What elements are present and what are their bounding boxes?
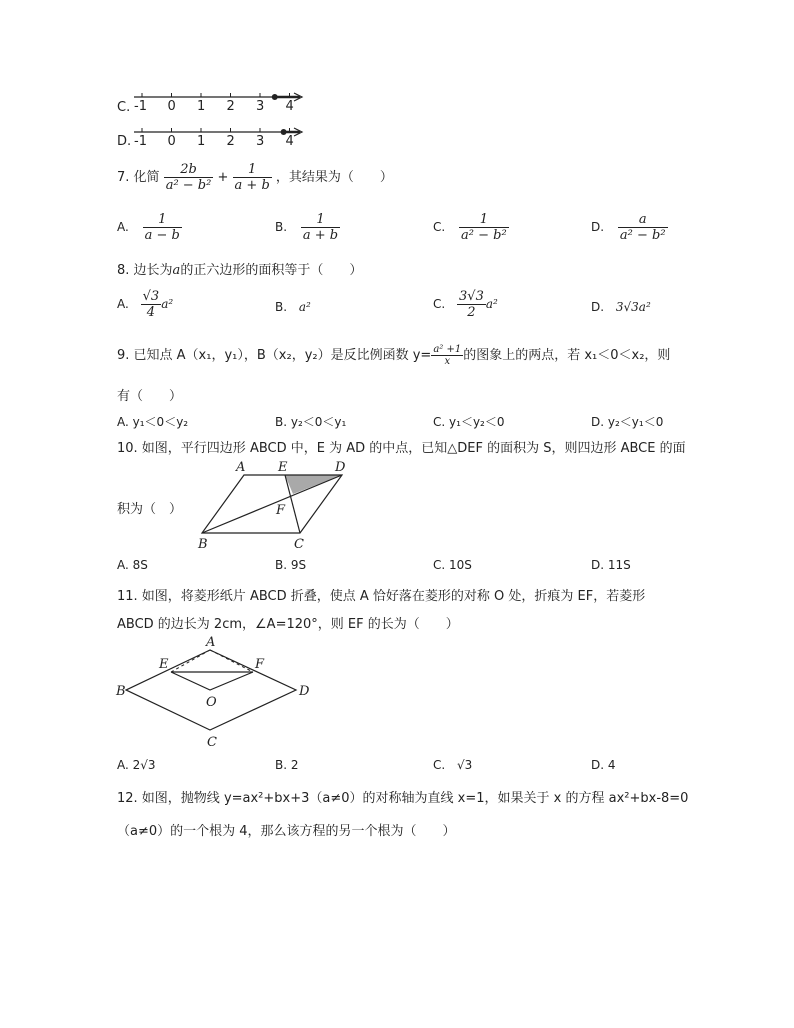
q8-option-b: B. a²	[275, 300, 311, 314]
q7-option-b: B. $\frac{1}{a + b}$	[275, 212, 339, 243]
q7-fraction-1: $\frac{2b}{\text{a² − b²}}$	[165, 162, 212, 193]
q10-option-b: B. 9S	[275, 558, 307, 572]
q11-folded-eof	[171, 672, 253, 690]
q11-option-a: A. 2√3	[117, 758, 156, 772]
numberline-tick-label-c-5: 4	[285, 99, 294, 114]
q11-label-a: A	[206, 635, 216, 650]
q11-fold-ea-dashed	[171, 650, 210, 672]
numberline-tick-label-d-2: 1	[197, 134, 206, 149]
q7-stem	[117, 162, 393, 193]
q11-option-b: B. 2	[275, 758, 299, 772]
q7-option-a: A. $\frac{1}{a - b}$	[117, 212, 180, 243]
q10-label-a: A	[236, 460, 246, 475]
q7-fraction-2: $\frac{1}{a + b}$	[234, 162, 270, 193]
q11-label-d: D	[299, 684, 310, 699]
numberline-tick-label-d-3: 2	[226, 134, 235, 149]
q10-label-e: E	[278, 460, 288, 475]
q10-label-b: B	[198, 537, 208, 552]
q9-option-a: A. y₁＜0＜y₂	[117, 415, 189, 429]
q9-stem-line1: 9. 已知点 A（x₁，y₁），B（x₂，y₂）是反比例函数 y= $\frac{\text{a² +1}}{x}$ 的图象上的两点，若 x₁＜0＜x₂，则	[117, 344, 671, 367]
numberline-tick-label-d-5: 4	[285, 134, 294, 149]
q11-label-f: F	[255, 657, 265, 672]
q10-label-c: C	[294, 537, 304, 552]
numberline-tick-label-d-1: 0	[167, 134, 176, 149]
q7-plus: +	[217, 170, 229, 185]
q7-suffix: ，其结果为（ ）	[275, 170, 393, 185]
q9-option-b: B. y₂＜0＜y₁	[275, 415, 347, 429]
q11-label-c: C	[207, 735, 217, 750]
q6-option-c-label: C.	[117, 100, 131, 115]
q10-option-a: A. 8S	[117, 558, 148, 572]
q11-stem-line1: 11. 如图，将菱形纸片 ABCD 折叠，使点 A 恰好落在菱形的对称 O 处，折痕为 EF，若菱形	[117, 589, 646, 604]
q10-option-d: D. 11S	[591, 558, 631, 572]
q10-shaded-triangle-def	[285, 475, 342, 494]
q8-option-a: A. $\frac{√3}{4}$ a²	[117, 289, 174, 320]
q7-prefix: 7. 化简	[117, 170, 160, 185]
q8-option-c: C. $\frac{3√3}{2}$ a²	[433, 289, 498, 320]
q11-label-b: B	[116, 684, 126, 699]
q10-stem-line2: 积为（ ）	[117, 502, 183, 517]
q8-stem: 8. 边长为a的正六边形的面积等于（ ）	[117, 263, 363, 278]
q11-label-o: O	[206, 695, 217, 710]
q10-parallelogram-figure	[190, 456, 360, 552]
q11-label-e: E	[159, 657, 169, 672]
q11-stem-line2: ABCD 的边长为 2cm，∠A=120°，则 EF 的长为（ ）	[117, 617, 459, 632]
q6-option-c-point	[272, 94, 278, 100]
q10-label-d: D	[335, 460, 346, 475]
q6-option-c-numberline	[130, 88, 310, 120]
q10-option-c: C. 10S	[433, 558, 472, 572]
q11-option-d: D. 4	[591, 758, 616, 772]
numberline-tick-label-c-0: -1	[134, 99, 147, 114]
q6-option-d-numberline	[130, 122, 310, 154]
q11-rhombus-figure	[114, 632, 314, 750]
q11-option-c: C. √3	[433, 758, 473, 772]
q8-option-d: D. 3√3a²	[591, 300, 651, 314]
q9-stem-line2: 有（ ）	[117, 389, 183, 404]
q9-option-c: C. y₁＜y₂＜0	[433, 415, 505, 429]
q12-stem-line1: 12. 如图，抛物线 y=ax²+bx+3（a≠0）的对称轴为直线 x=1，如果关于 x 的方程 ax²+bx-8=0	[117, 791, 689, 806]
numberline-tick-label-d-0: -1	[134, 134, 147, 149]
q6-option-d-label: D.	[117, 134, 132, 149]
q9-option-d: D. y₂＜y₁＜0	[591, 415, 664, 429]
q6-option-d-point	[281, 129, 287, 135]
q10-stem-line1: 10. 如图，平行四边形 ABCD 中，E 为 AD 的中点，已知△DEF 的面积为 S，则四边形 ABCE 的面	[117, 441, 686, 456]
q11-fold-af-dashed	[210, 650, 253, 672]
numberline-tick-label-c-4: 3	[256, 99, 265, 114]
q7-option-d: D. $\frac{a}{\text{a² − b²}}$	[591, 212, 666, 243]
numberline-tick-label-c-3: 2	[226, 99, 235, 114]
q10-label-f: F	[276, 503, 286, 518]
q12-stem-line2: （a≠0）的一个根为 4，那么该方程的另一个根为（ ）	[117, 824, 456, 839]
numberline-tick-label-c-1: 0	[167, 99, 176, 114]
numberline-tick-label-c-2: 1	[197, 99, 206, 114]
q7-option-c: C. $\frac{1}{\text{a² − b²}}$	[433, 212, 507, 243]
numberline-tick-label-d-4: 3	[256, 134, 265, 149]
